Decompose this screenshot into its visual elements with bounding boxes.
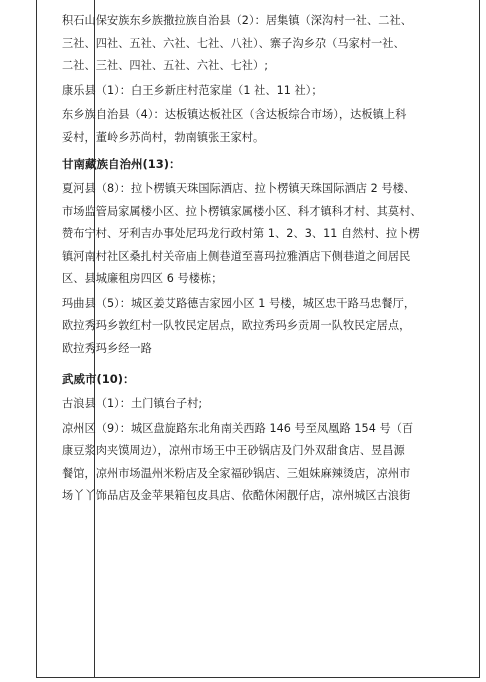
paragraph-kangle (62, 80, 438, 103)
text-line: 镇河南村社区桑扎村关帝庙上侧巷道至喜玛拉雅酒店下侧巷道之间居民 (62, 249, 411, 263)
section-heading-wuwei: 武威市(10)： (62, 372, 135, 386)
text-line: 东乡族自治县（4）：达板镇达板社区（含达板综合市场），达板镇上科 (62, 108, 407, 121)
paragraph-liangzhou (62, 418, 438, 508)
text-line: 欧拉秀玛乡经一路 (62, 341, 152, 355)
text-line: 赞布宁村、牙利吉办事处尼玛龙行政村第 1、2、3、11 自然村、拉卜楞 (62, 227, 420, 240)
text-line: 三社、四社、五社、六社、七社、八社）、寨子沟乡尕（马家村一社、 (62, 36, 405, 50)
paragraph-dongxiang (62, 104, 438, 149)
text-line: 场丫丫饰品店及金苹果箱包皮具店、依酷休闲靓仔店，凉州城区古浪街 (62, 489, 411, 502)
text-line: 古浪县（1）：土门镇台子村; (62, 397, 203, 410)
paragraph-xiahe (62, 178, 438, 291)
text-line: 康豆浆肉夹馍周边），凉州市场王中王砂锅店及门外双甜食店、昱昌源 (62, 444, 405, 457)
table-content-cell (62, 10, 438, 508)
text-line: 欧拉秀玛乡敦红村一队牧民定居点，欧拉秀玛乡贡周一队牧民定居点， (62, 319, 411, 332)
section-heading-gannan: 甘南藏族自治州(13)： (62, 157, 181, 171)
text-line: 二社、三社、四社、五社、六社、七社）; (62, 59, 269, 72)
paragraph-jishishan (62, 10, 438, 78)
paragraph-maqu (62, 293, 438, 361)
paragraph-gulang (62, 393, 438, 416)
text-line: 妥村，董岭乡苏尚村，勃南镇张王家村。 (62, 130, 265, 144)
text-line: 积石山保安族东乡族撒拉族自治县（2）：居集镇（深沟村一社、二社、 (62, 14, 412, 27)
text-line: 市场监管局家属楼小区、拉卜楞镇家属楼小区、科才镇科才村、其莫村、 (62, 204, 422, 218)
text-line: 餐馆，凉州市场温州米粉店及全家福砂锅店、三姐妹麻辣烫店，凉州市 (62, 466, 411, 480)
text-line: 康乐县（1）：白王乡新庄村范家崖（1 社、11 社）； (62, 83, 323, 97)
text-line: 夏河县（8）：拉卜楞镇天珠国际酒店、拉卜楞镇天珠国际酒店 2 号楼、 (62, 182, 416, 195)
text-line: 玛曲县（5）：城区姜艾路德吉家园小区 1 号楼，城区忠干路马忠餐厅， (62, 296, 416, 310)
text-line: 凉州区（9）：城区盘旋路东北角南关西路 146 号至凤凰路 154 号（百 (62, 421, 414, 435)
text-line: 区、县城廉租房四区 6 号楼栋； (62, 272, 223, 285)
